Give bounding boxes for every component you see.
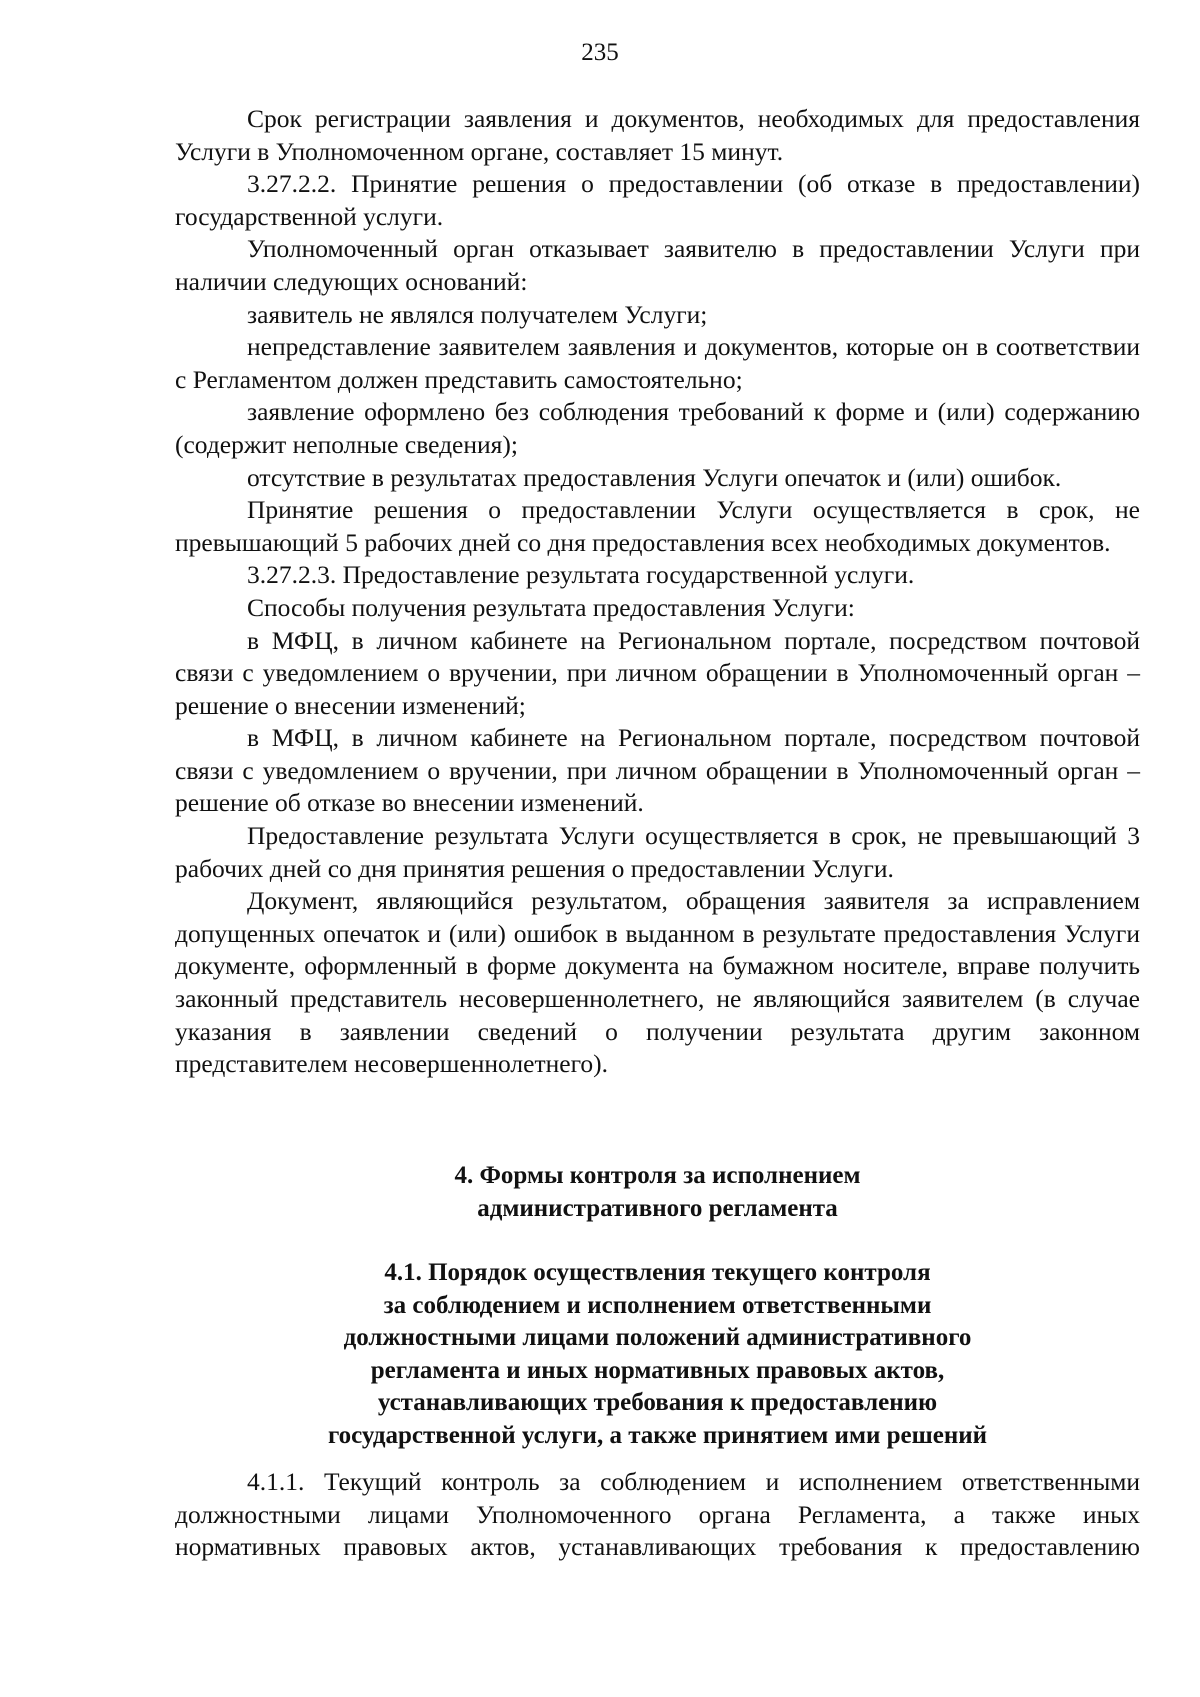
- paragraph: Принятие решения о предоставлении Услуги осуществляется в срок, не превышающий 5 рабочих дней со дня предоставления всех необходимых документов.: [175, 495, 1140, 557]
- paragraph: Срок регистрации заявления и документов, необходимых для предоставления Услуги в Уполномоченном органе, составляет 15 минут.: [175, 104, 1140, 166]
- paragraph: непредставление заявителем заявления и документов, которые он в соответствии с Регламентом должен представить самостоятельно;: [175, 332, 1140, 394]
- bottom-text: [175, 1466, 1140, 1564]
- paragraph: в МФЦ, в личном кабинете на Региональном портале, посредством почтовой связи с уведомлением о вручении, при личном обращении в Уполномоченный орган – решение об отказе во внесении изменений.: [175, 723, 1140, 818]
- paragraph: отсутствие в результатах предоставления Услуги опечаток и (или) ошибок.: [247, 462, 1062, 492]
- heading-line: регламента и иных нормативных правовых актов,: [370, 1356, 945, 1384]
- paragraph: 4.1.1. Текущий контроль за соблюдением и исполнением ответственными должностными лицами Уполномоченного органа Регламента, а также иных нормативных правовых актов, устанавливающих требования к предоставлению: [175, 1467, 1140, 1562]
- paragraph: Документ, являющийся результатом, обращения заявителя за исправлением допущенных опечаток и (или) ошибок в выданном в результате предоставления Услуги документе, оформленный в форме документа на бумажном носителе, вправе получить законный представитель несовершеннолетнего, не являющийся заявителем (в случае указания в заявлении сведений о получении результата другим законном представителем несовершеннолетнего).: [175, 886, 1140, 1079]
- paragraph: 3.27.2.2. Принятие решения о предоставлении (об отказе в предоставлении) государственной услуги.: [175, 169, 1140, 231]
- heading-line: 4.1. Порядок осуществления текущего контроля: [384, 1259, 931, 1286]
- paragraph: в МФЦ, в личном кабинете на Региональном портале, посредством почтовой связи с уведомлением о вручении, при личном обращении в Уполномоченный орган – решение о внесении изменений;: [175, 625, 1140, 720]
- heading-line: устанавливающих требования к предоставлению: [377, 1389, 938, 1417]
- page-number: 235: [581, 39, 619, 66]
- paragraph: Уполномоченный орган отказывает заявителю в предоставлении Услуги при наличии следующих оснований:: [175, 234, 1140, 296]
- heading-line: государственной услуги, а также принятием ими решений: [327, 1421, 988, 1449]
- body-text: [175, 103, 1140, 1081]
- heading-line: 4. Формы контроля за исполнением: [454, 1162, 861, 1189]
- paragraph: 3.27.2.3. Предоставление результата государственной услуги.: [247, 560, 915, 590]
- heading-line: должностными лицами положений административного: [343, 1324, 972, 1352]
- paragraph: Предоставление результата Услуги осуществляется в срок, не превышающий 3 рабочих дней со дня принятия решения о предоставлении Услуги.: [175, 821, 1140, 883]
- paragraph: Способы получения результата предоставления Услуги:: [247, 592, 855, 622]
- paragraph: заявитель не являлся получателем Услуги;: [247, 299, 708, 329]
- subsection-heading: [175, 1257, 1140, 1453]
- section-heading: [175, 1160, 1140, 1225]
- heading-line: административного регламента: [477, 1194, 838, 1222]
- paragraph: заявление оформлено без соблюдения требований к форме и (или) содержанию (содержит неполные сведения);: [175, 397, 1140, 459]
- heading-line: за соблюдением и исполнением ответственными: [383, 1291, 932, 1319]
